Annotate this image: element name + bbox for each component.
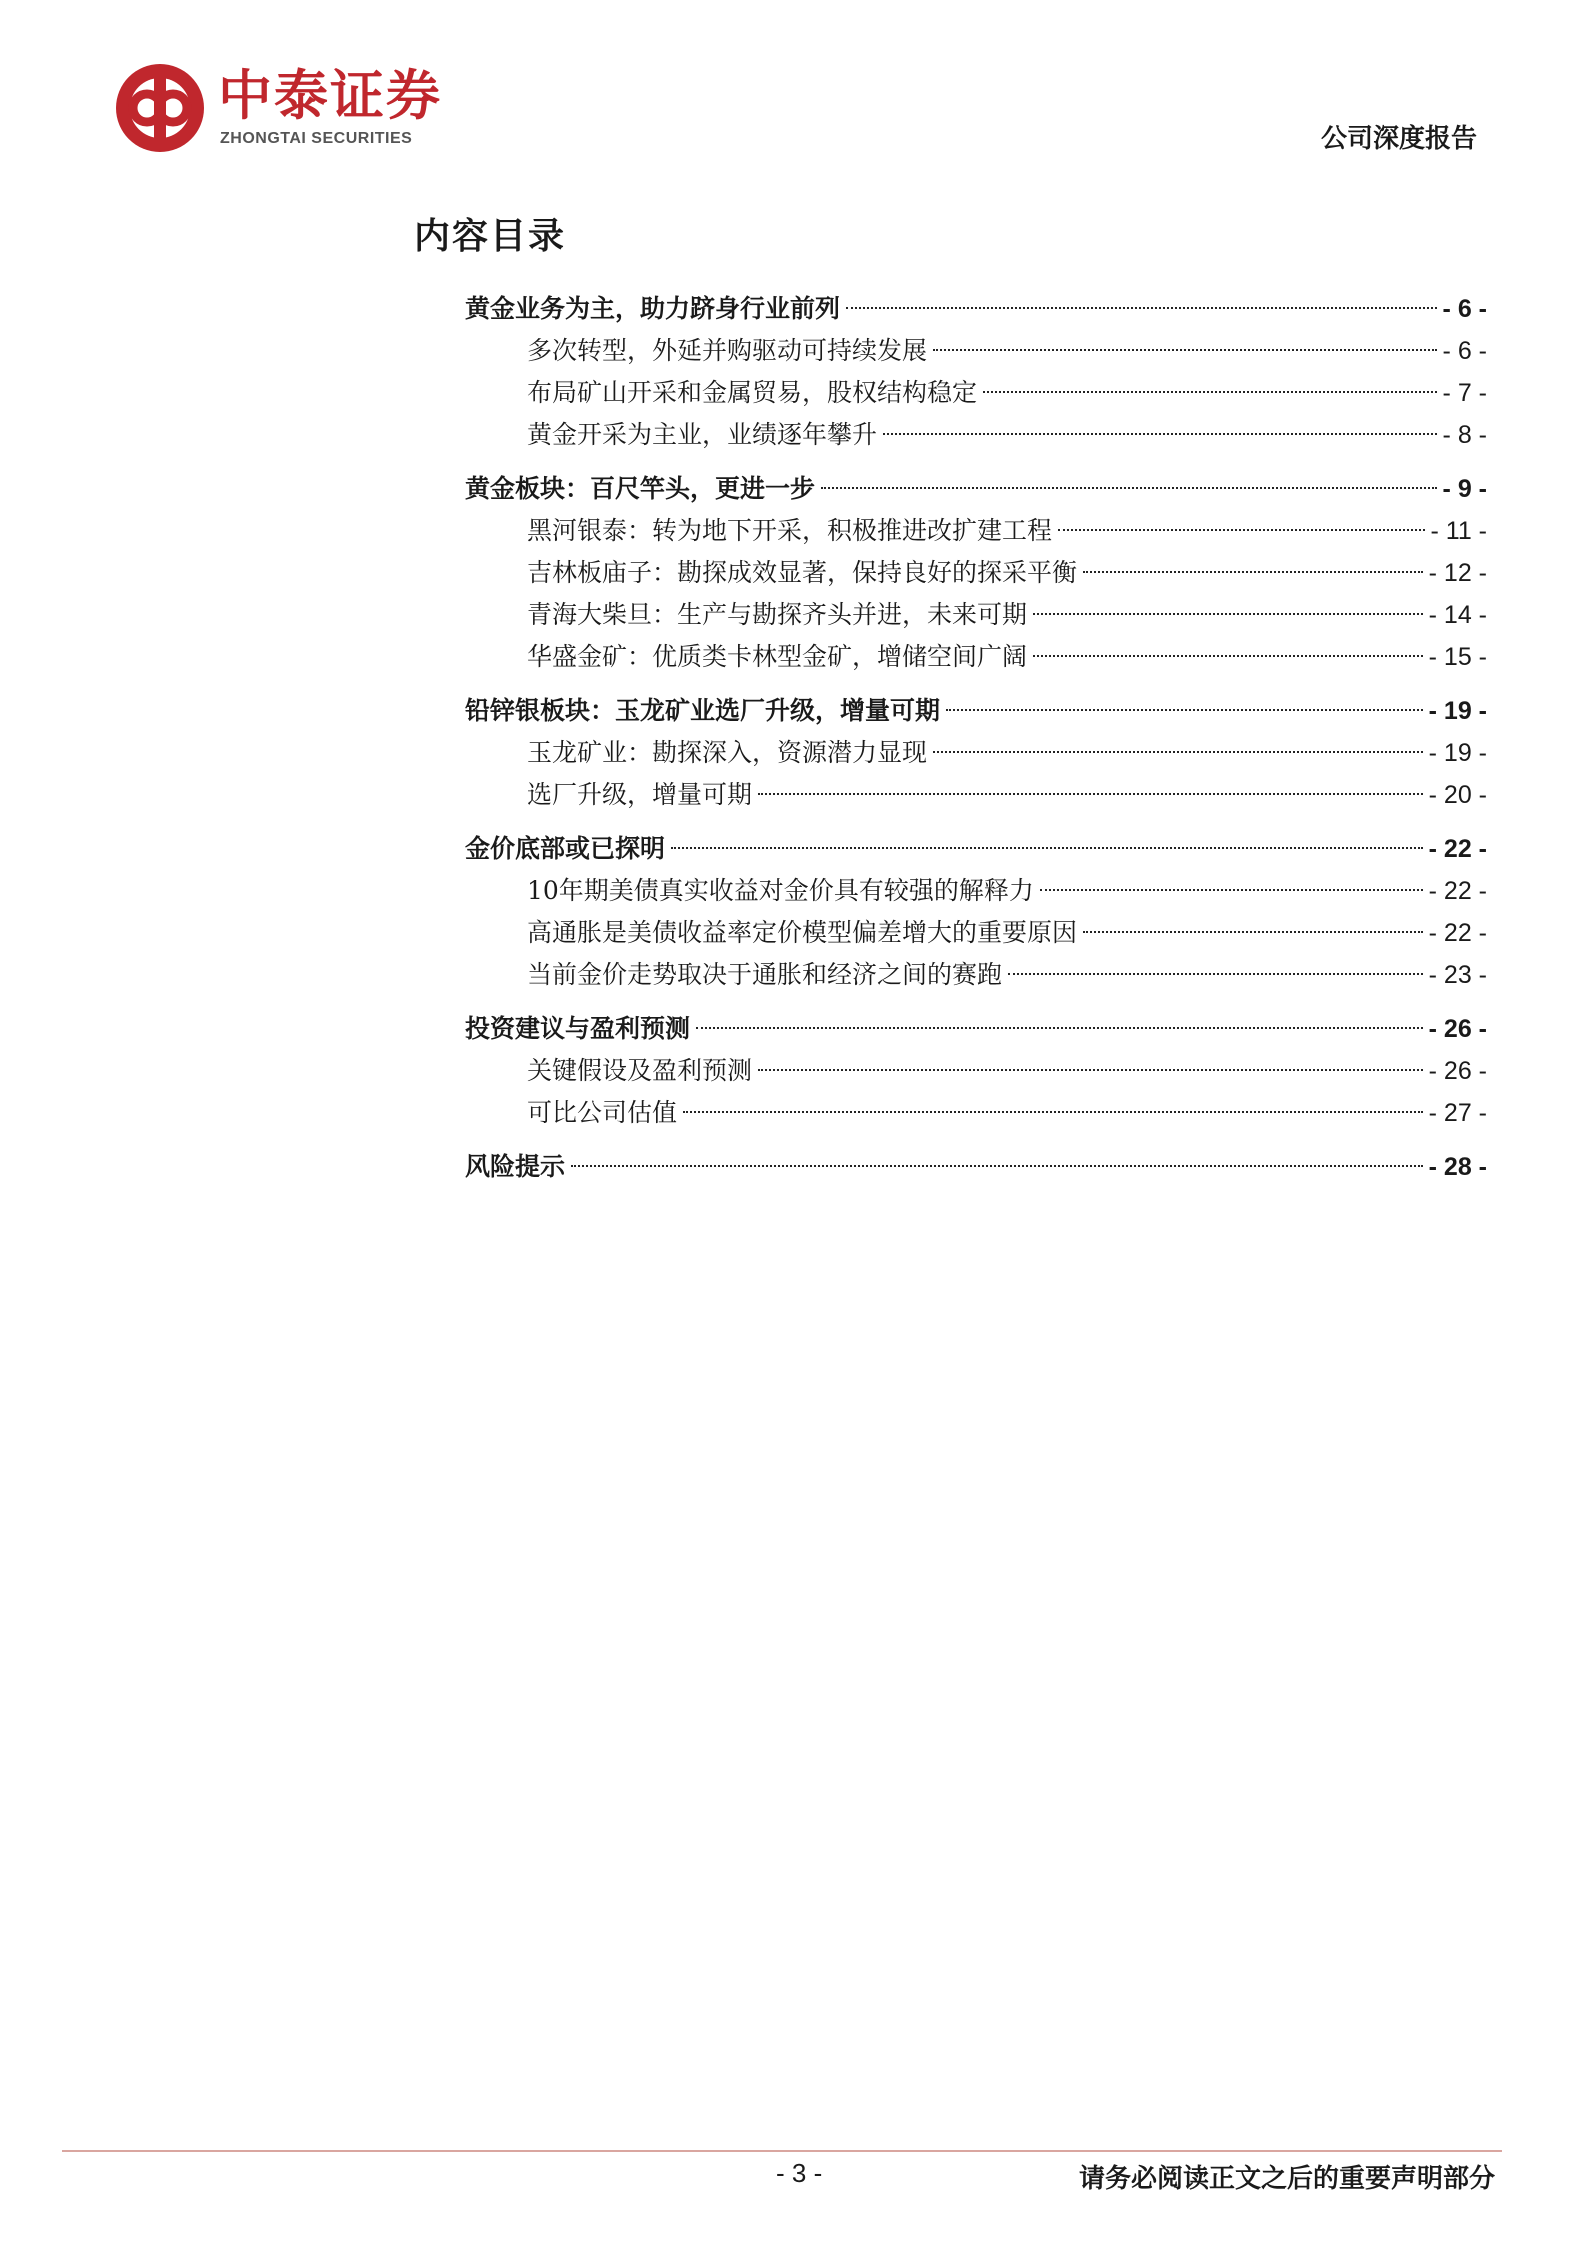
toc-entry-title: 玉龙矿业：勘探深入，资源潜力显现	[527, 738, 928, 767]
toc-entry-page: - 26 -	[1428, 1015, 1487, 1043]
toc-entry-title: 关键假设及盈利预测	[527, 1056, 753, 1085]
toc-entry-title: 当前金价走势取决于通胀和经济之间的赛跑	[527, 960, 1003, 989]
toc-entry-page: - 22 -	[1428, 877, 1487, 905]
dot-leader	[758, 793, 1423, 795]
toc-entry-section[interactable]	[465, 1146, 1487, 1188]
dot-leader	[671, 847, 1423, 849]
dot-leader	[683, 1111, 1423, 1113]
dot-leader	[1033, 613, 1423, 615]
toc-entry-subsection[interactable]	[465, 912, 1487, 954]
toc-entry-subsection[interactable]	[465, 594, 1487, 636]
dot-leader	[821, 487, 1437, 489]
toc-entry-subsection[interactable]	[465, 774, 1487, 816]
toc-entry-title: 可比公司估值	[527, 1098, 678, 1127]
toc-entry-title: 黑河银泰：转为地下开采，积极推进改扩建工程	[527, 516, 1053, 545]
toc-entry-page: - 15 -	[1428, 643, 1487, 671]
dot-leader	[1033, 655, 1423, 657]
toc-entry-title: 高通胀是美债收益率定价模型偏差增大的重要原因	[527, 918, 1078, 947]
toc-entry-page: - 7 -	[1442, 379, 1487, 407]
toc-entry-page: - 6 -	[1442, 337, 1487, 365]
toc-heading: 内容目录	[414, 215, 567, 257]
toc-entry-subsection[interactable]	[465, 870, 1487, 912]
toc-entry-page: - 28 -	[1428, 1153, 1487, 1181]
toc-entry-subsection[interactable]	[465, 372, 1487, 414]
toc-entry-title: 布局矿山开采和金属贸易，股权结构稳定	[527, 378, 978, 407]
toc-entry-page: - 11 -	[1430, 517, 1487, 545]
toc-entry-page: - 22 -	[1428, 835, 1487, 863]
toc-entry-title: 黄金业务为主，助力跻身行业前列	[465, 294, 841, 323]
dot-leader	[933, 751, 1423, 753]
dot-leader	[696, 1027, 1423, 1029]
toc-entry-title: 10年期美债真实收益对金价具有较强的解释力	[527, 876, 1034, 905]
dot-leader	[983, 391, 1437, 393]
toc-entry-page: - 19 -	[1428, 697, 1487, 725]
toc-entry-title: 风险提示	[465, 1152, 566, 1181]
toc-entry-subsection[interactable]	[465, 510, 1487, 552]
toc-entry-title: 投资建议与盈利预测	[465, 1014, 691, 1043]
dot-leader	[571, 1165, 1423, 1167]
toc-entry-subsection[interactable]	[465, 636, 1487, 678]
toc-entry-page: - 27 -	[1428, 1099, 1487, 1127]
toc-entry-subsection[interactable]	[465, 1092, 1487, 1134]
dot-leader	[933, 349, 1437, 351]
toc-entry-page: - 14 -	[1428, 601, 1487, 629]
toc-entry-title: 选厂升级，增量可期	[527, 780, 753, 809]
dot-leader	[1040, 889, 1423, 891]
toc-entry-title: 多次转型，外延并购驱动可持续发展	[527, 336, 928, 365]
toc-entry-section[interactable]	[465, 828, 1487, 870]
toc-entry-title: 吉林板庙子：勘探成效显著，保持良好的探采平衡	[527, 558, 1078, 587]
toc-entry-title: 华盛金矿：优质类卡林型金矿，增储空间广阔	[527, 642, 1028, 671]
toc-entry-title: 铅锌银板块：玉龙矿业选厂升级，增量可期	[465, 696, 941, 725]
dot-leader	[1083, 931, 1423, 933]
toc-entry-subsection[interactable]	[465, 414, 1487, 456]
footer-disclaimer: 请务必阅读正文之后的重要声明部分	[1078, 2164, 1495, 2194]
toc-entry-page: - 19 -	[1428, 739, 1487, 767]
company-logo	[112, 60, 492, 160]
toc-entry-subsection[interactable]	[465, 330, 1487, 372]
dot-leader	[758, 1069, 1423, 1071]
toc-entry-page: - 23 -	[1428, 961, 1487, 989]
dot-leader	[1008, 973, 1423, 975]
toc-entry-page: - 6 -	[1442, 295, 1487, 323]
toc-entry-subsection[interactable]	[465, 552, 1487, 594]
toc-entry-page: - 20 -	[1428, 781, 1487, 809]
toc-entry-page: - 9 -	[1442, 475, 1487, 503]
toc-entry-subsection[interactable]	[465, 1050, 1487, 1092]
toc-entry-title: 金价底部或已探明	[465, 834, 666, 863]
dot-leader	[883, 433, 1437, 435]
dot-leader	[846, 307, 1437, 309]
toc-entry-title: 黄金开采为主业，业绩逐年攀升	[527, 420, 878, 449]
company-name-en: ZHONGTAI SECURITIES	[220, 130, 413, 147]
dot-leader	[1083, 571, 1423, 573]
document-type: 公司深度报告	[1320, 124, 1477, 154]
page-number: - 3 -	[776, 2158, 823, 2188]
company-name-cn: 中泰证券	[218, 64, 442, 127]
toc-entry-subsection[interactable]	[465, 954, 1487, 996]
toc-entry-subsection[interactable]	[465, 732, 1487, 774]
zhongtai-logo-icon	[112, 60, 208, 156]
toc-entry-title: 青海大柴旦：生产与勘探齐头并进，未来可期	[527, 600, 1028, 629]
toc-entry-section[interactable]	[465, 1008, 1487, 1050]
toc-entry-section[interactable]	[465, 468, 1487, 510]
table-of-contents	[465, 288, 1487, 1188]
dot-leader	[1058, 529, 1424, 531]
toc-entry-page: - 12 -	[1428, 559, 1487, 587]
toc-entry-section[interactable]	[465, 288, 1487, 330]
dot-leader	[946, 709, 1423, 711]
toc-entry-title: 黄金板块：百尺竿头，更进一步	[465, 474, 816, 503]
toc-entry-page: - 8 -	[1442, 421, 1487, 449]
toc-entry-page: - 22 -	[1428, 919, 1487, 947]
footer-divider	[62, 2150, 1502, 2152]
toc-entry-section[interactable]	[465, 690, 1487, 732]
toc-entry-page: - 26 -	[1428, 1057, 1487, 1085]
